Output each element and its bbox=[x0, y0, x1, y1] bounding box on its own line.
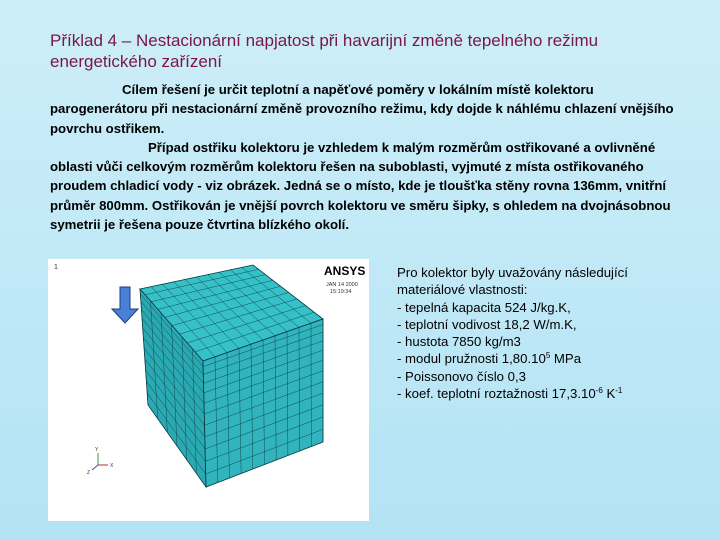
material-item: - Poissonovo číslo 0,3 bbox=[397, 368, 527, 384]
material-item: - koef. teplotní roztažnosti $17,3.10^{-6}$ $K^{-1}$ bbox=[397, 386, 623, 402]
triad-label-x: X bbox=[110, 463, 114, 469]
material-item: - tepelná kapacita 524 J/kg.K, bbox=[397, 299, 571, 315]
triad-label-y: Y bbox=[95, 447, 99, 453]
materials-heading-line-1: Pro kolektor byly uvažovány následující bbox=[397, 265, 628, 280]
coordinate-triad bbox=[87, 447, 114, 476]
material-item: - teplotní vodivost 18,2 W/m.K, bbox=[397, 316, 577, 332]
intro-text bbox=[50, 80, 680, 234]
material-item: - hustota 7850 kg/m3 bbox=[397, 334, 521, 350]
intro-paragraph-1: Cílem řešení je určit teplotní a napěťové poměry v lokálním místě kolektoru parogenerátoru při nestacionární změně provozního režimu, kdy dojde k náhlému chlazení vnějšího povrchu ostřikem. bbox=[50, 82, 674, 136]
materials-heading-line-2: materiálové vlastnosti: bbox=[397, 282, 528, 298]
mesh-body bbox=[140, 265, 323, 487]
material-item: - modul pružnosti 1,80.10$^5$ MPa bbox=[397, 351, 582, 367]
stamp-time: 15:19:34 bbox=[330, 289, 352, 295]
material-properties bbox=[397, 264, 707, 402]
spray-direction-arrow bbox=[112, 287, 138, 323]
ansys-logo-text: ANSYS bbox=[324, 264, 366, 278]
stamp-date: JAN 14 2000 bbox=[326, 282, 358, 288]
svg-text:1: 1 bbox=[54, 264, 58, 271]
triad-label-z: Z bbox=[87, 470, 91, 476]
slide-title: Příklad 4 – Nestacionární napjatost při havarijní změně tepelného režimu energetického zařízení bbox=[50, 31, 599, 71]
ansys-logo bbox=[324, 264, 365, 295]
intro-paragraph-2: Případ ostřiku kolektoru je vzhledem k malým rozměrům ostřikované a ovlivněné oblasti vůči celkovým rozměrům kolektoru řešen na suboblasti, vyjmuté z místa ostřikovaného proudem chladicí vody - viz obrázek. Jedná se o místo, kde je tloušťka stěny rovna 136mm, vnitřní průměr 800mm. Ostřikován je vnější povrch kolektoru ve směru šipky, s ohledem na dvojnásobnou symetrii je řešena pouze čtvrtina blízkého okolí. bbox=[50, 139, 671, 233]
fem-mesh-figure bbox=[48, 259, 369, 521]
